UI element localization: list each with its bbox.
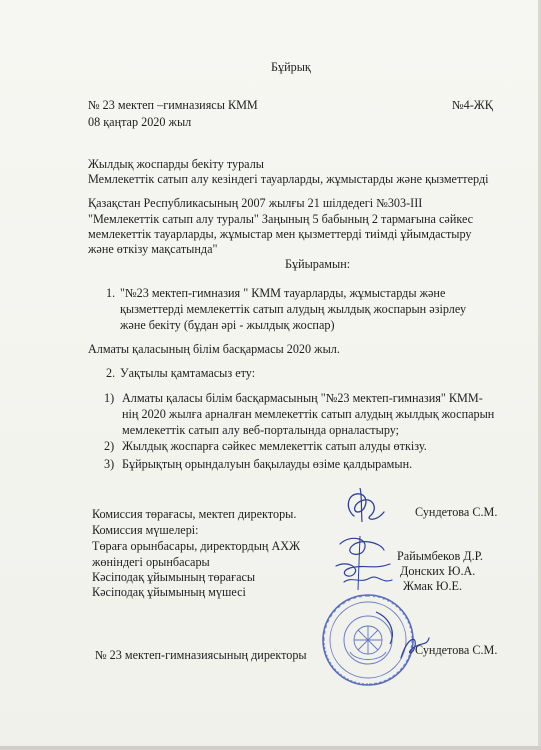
item-number: 2. bbox=[106, 366, 116, 380]
union-member-role: Кәсіподақ ұйымының мүшесі bbox=[92, 585, 246, 599]
order-word: Бұйырамын: bbox=[285, 257, 351, 271]
preamble-line: мемлекеттік тауарларды, жұмыстар мен қызметтерді тиімді ұйымдастыру bbox=[88, 227, 472, 241]
order-date: 08 қаңтар 2020 жыл bbox=[88, 115, 192, 129]
commission-signatures-icon bbox=[330, 530, 405, 600]
subitem-line: Бұйрықтың орындалуын бақылауды өзіме қалдырамын. bbox=[122, 457, 413, 471]
subitem-number: 1) bbox=[104, 391, 115, 405]
item-line: қызметтерді мемлекеттік сатып алудың жылдық жоспарын әзірлеу bbox=[120, 302, 467, 316]
preamble-line: "Мемлекеттік сатып алу туралы" Заңының 5 бабының 2 тармағына сәйкес bbox=[88, 212, 474, 226]
union-chair-name: Донских Ю.А. bbox=[400, 564, 476, 578]
deputy-role-line: жөніндегі орынбасары bbox=[92, 555, 210, 569]
preamble-line: Қазақстан Республикасының 2007 жылғы 21 шілдедегі №303-III bbox=[88, 196, 423, 210]
order-number: №4-ЖҚ bbox=[452, 98, 493, 112]
director-line: № 23 мектеп-гимназиясының директоры bbox=[95, 648, 307, 662]
commission-chair-name: Сундетова С.М. bbox=[415, 505, 498, 519]
director-name: Сундетова С.М. bbox=[415, 643, 498, 657]
subitem-line: Алматы қаласы білім басқармасының "№23 мектеп-гимназия" КММ- bbox=[122, 391, 483, 405]
item-line: Уақтылы қамтамасыз ету: bbox=[120, 366, 256, 380]
subitem-number: 2) bbox=[104, 439, 115, 453]
subitem-number: 3) bbox=[104, 457, 115, 471]
item-line: "№23 мектеп-гимназия " КММ тауарларды, жұмыстарды және bbox=[120, 286, 446, 300]
almaty-line: Алматы қаласының білім басқармасы 2020 жыл. bbox=[88, 342, 340, 356]
organization-name: № 23 мектеп –гимназиясы КММ bbox=[88, 98, 258, 112]
subject-line: Мемлекеттік сатып алу кезіндегі тауарларды, жұмыстарды және қызметтерді bbox=[88, 172, 489, 186]
subitem-line: нің 2020 жылға арналған мемлекеттік сатып алудың жылдық жоспарын bbox=[122, 407, 495, 421]
commission-chair-role: Комиссия төрағасы, мектеп директоры. bbox=[92, 507, 297, 521]
union-member-name: Жмак Ю.Е. bbox=[403, 579, 462, 593]
deputy-name: Райымбеков Д.Р. bbox=[397, 549, 483, 563]
page-edge-bottom bbox=[0, 746, 541, 750]
director-signature-icon bbox=[395, 628, 435, 668]
commission-members-label: Комиссия мүшелері: bbox=[92, 523, 199, 537]
subitem-line: мемлекеттік сатып алу веб-порталында орналастыру; bbox=[122, 423, 400, 437]
union-chair-role: Кәсіподақ ұйымының төрағасы bbox=[92, 570, 256, 584]
subject-line: Жылдық жоспарды бекіту туралы bbox=[88, 157, 264, 171]
item-number: 1. bbox=[106, 286, 116, 300]
document-title: Бұйрық bbox=[271, 60, 311, 74]
item-line: және бекіту (бұдан әрі - жылдық жоспар) bbox=[120, 318, 335, 332]
subitem-line: Жылдық жоспарға сәйкес мемлекеттік сатып алуды өткізу. bbox=[122, 439, 427, 453]
chair-signature-icon bbox=[340, 482, 410, 532]
preamble-line: және өткізу мақсатында" bbox=[88, 242, 218, 256]
deputy-role-line: Төраға орынбасары, директордың АХЖ bbox=[92, 539, 301, 553]
